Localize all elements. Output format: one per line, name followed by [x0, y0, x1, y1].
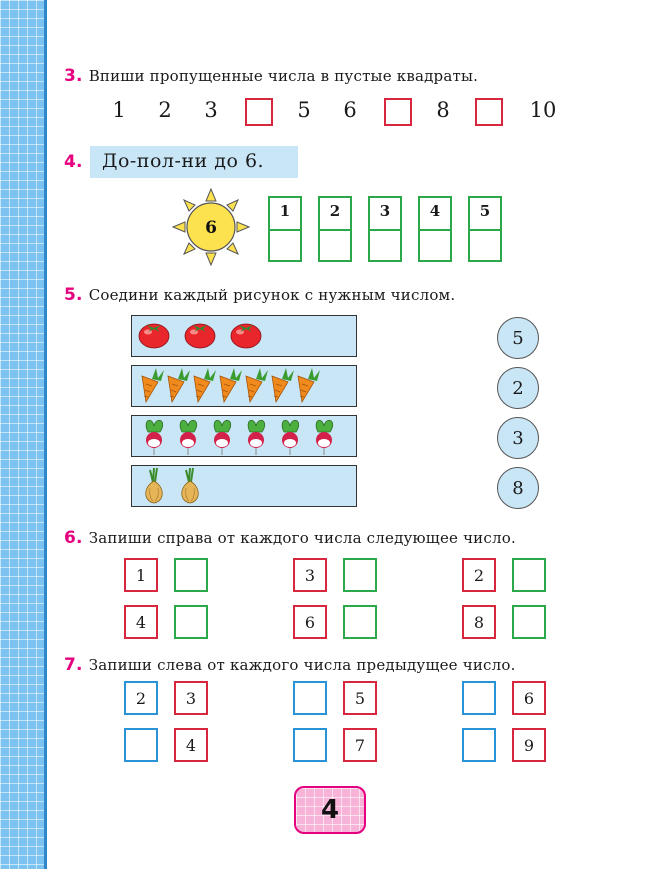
missing-number-box[interactable] — [384, 98, 412, 126]
sequence-number: 3 — [204, 98, 218, 122]
task-3-text: Впиши пропущенные числа в пустые квадраты. — [88, 67, 479, 85]
number-circle[interactable]: 8 — [497, 467, 539, 509]
answer-box[interactable] — [174, 558, 208, 592]
task-4-text: До-пол-ни до 6. — [102, 150, 265, 172]
complement-box[interactable] — [368, 196, 402, 262]
given-number-box: 3 — [174, 681, 208, 715]
complement-box-given: 1 — [279, 202, 291, 220]
complement-box[interactable] — [468, 196, 502, 262]
given-number-box: 7 — [343, 728, 377, 762]
task-7-number: 7. — [64, 655, 83, 675]
answer-box[interactable] — [462, 728, 496, 762]
radish-icon — [238, 416, 274, 456]
task-6-number: 6. — [64, 528, 83, 548]
sun-icon — [171, 187, 251, 267]
answer-box[interactable] — [512, 558, 546, 592]
complement-box-given: 3 — [379, 202, 391, 220]
answer-box[interactable] — [512, 605, 546, 639]
sequence-number: 8 — [436, 98, 450, 122]
complement-box-given: 4 — [429, 202, 441, 220]
radish-icon — [272, 416, 308, 456]
task-3-number: 3. — [64, 66, 83, 86]
number-circle[interactable]: 3 — [497, 417, 539, 459]
task-5-heading — [64, 285, 455, 305]
box-divider — [370, 229, 400, 231]
onion-icon — [172, 466, 208, 506]
radish-icon — [204, 416, 240, 456]
answer-box[interactable] — [124, 728, 158, 762]
box-divider — [270, 229, 300, 231]
box-divider — [320, 229, 350, 231]
given-number-box: 8 — [462, 605, 496, 639]
task-5-text: Соедини каждый рисунок с нужным числом. — [88, 286, 456, 304]
notebook-margin-grid — [0, 0, 44, 869]
task-6-heading — [64, 528, 516, 548]
given-number-box: 3 — [293, 558, 327, 592]
radish-icon — [136, 416, 172, 456]
complement-box-given: 5 — [479, 202, 491, 220]
task-7-text: Запиши слева от каждого числа предыдущее число. — [88, 656, 516, 674]
sun-number: 6 — [205, 218, 217, 238]
sequence-number: 2 — [158, 98, 172, 122]
sequence-number: 10 — [529, 98, 557, 122]
radish-icon — [170, 416, 206, 456]
given-number-box: 5 — [343, 681, 377, 715]
task-4-number-wrap — [64, 152, 89, 172]
complement-box-given: 2 — [329, 202, 341, 220]
tomato-icon — [136, 316, 172, 356]
margin-line — [44, 0, 47, 869]
given-number-box: 1 — [124, 558, 158, 592]
given-number-box: 4 — [124, 605, 158, 639]
page-number: 4 — [294, 786, 366, 834]
task-5-number: 5. — [64, 285, 83, 305]
box-divider — [420, 229, 450, 231]
given-number-box: 2 — [462, 558, 496, 592]
answer-box[interactable] — [462, 681, 496, 715]
number-circle[interactable]: 2 — [497, 367, 539, 409]
sequence-number: 5 — [297, 98, 311, 122]
answer-box[interactable] — [343, 605, 377, 639]
missing-number-box[interactable] — [245, 98, 273, 126]
task-6-text: Запиши справа от каждого числа следующее число. — [88, 529, 516, 547]
task-4-number: 4. — [64, 152, 83, 172]
given-number-box: 4 — [174, 728, 208, 762]
tomato-icon — [228, 316, 264, 356]
answer-box[interactable] — [174, 605, 208, 639]
onion-icon — [136, 466, 172, 506]
tomato-icon — [182, 316, 218, 356]
missing-number-box[interactable] — [475, 98, 503, 126]
sequence-number: 6 — [343, 98, 357, 122]
complement-box[interactable] — [418, 196, 452, 262]
given-number-box: 6 — [293, 605, 327, 639]
task-7-heading — [64, 655, 516, 675]
answer-box[interactable]: 2 — [124, 681, 158, 715]
given-number-box: 6 — [512, 681, 546, 715]
carrot-icon — [292, 366, 328, 406]
number-circle[interactable]: 5 — [497, 317, 539, 359]
task-3-heading — [64, 66, 478, 86]
complement-box[interactable] — [268, 196, 302, 262]
answer-box[interactable] — [293, 728, 327, 762]
answer-box[interactable] — [343, 558, 377, 592]
given-number-box: 9 — [512, 728, 546, 762]
complement-box[interactable] — [318, 196, 352, 262]
answer-box[interactable] — [293, 681, 327, 715]
box-divider — [470, 229, 500, 231]
radish-icon — [306, 416, 342, 456]
sequence-number: 1 — [112, 98, 126, 122]
